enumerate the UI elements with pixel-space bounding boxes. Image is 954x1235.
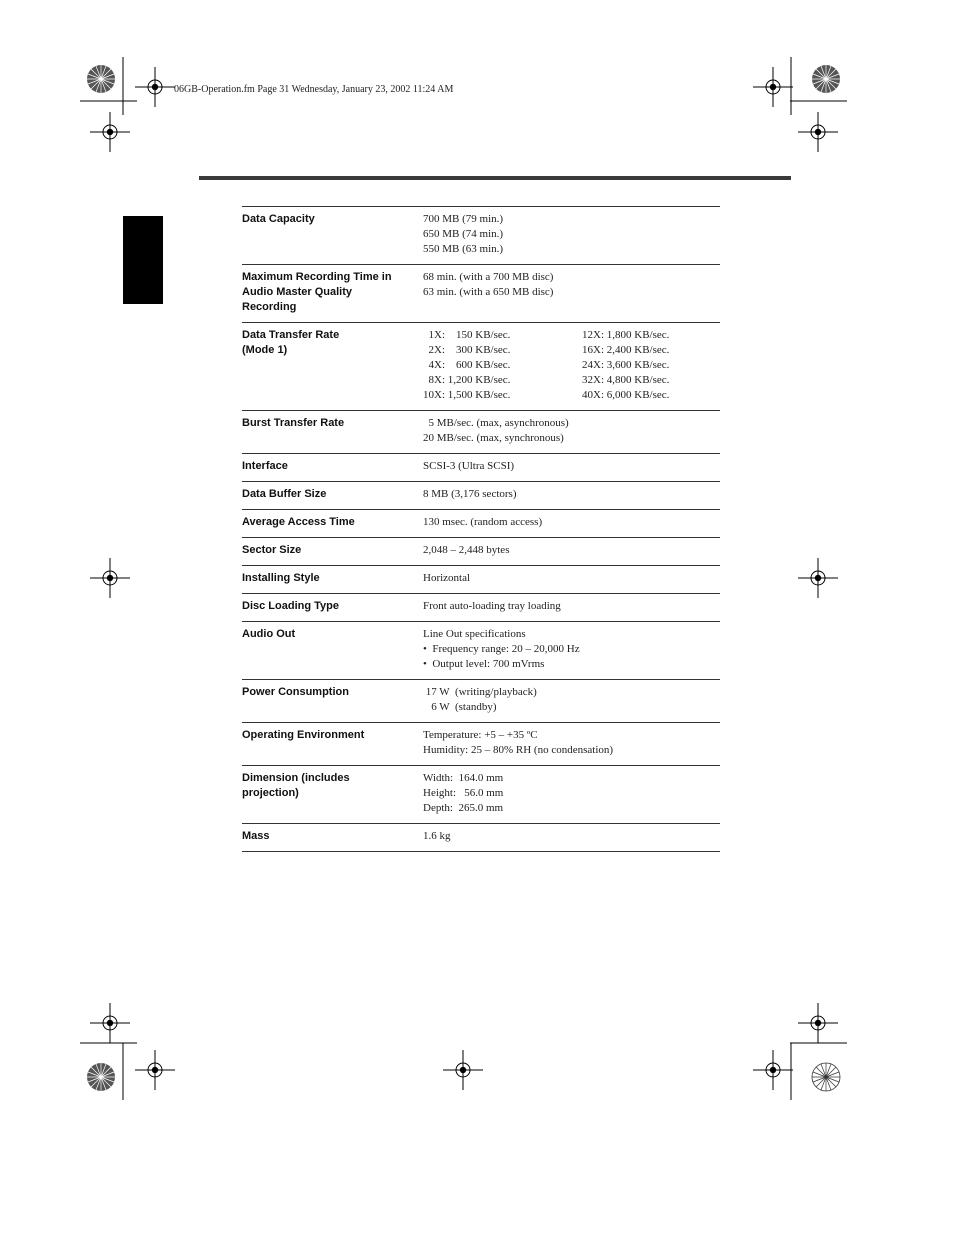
spec-value-line: 10X: 1,500 KB/sec. <box>423 389 511 401</box>
spec-value <box>423 571 720 586</box>
spec-value <box>423 627 720 672</box>
spec-label: Installing Style <box>242 572 320 584</box>
spec-value <box>423 685 720 715</box>
spec-value-line: 700 MB (79 min.) <box>423 213 504 225</box>
spec-value-line: 1X: 150 KB/sec. <box>423 329 511 341</box>
spec-value-line: 4X: 600 KB/sec. <box>423 359 511 371</box>
spec-value <box>423 212 720 257</box>
spec-row <box>242 411 720 454</box>
spec-value-line: Humidity: 25 – 80% RH (no condensation) <box>423 744 614 756</box>
spec-value-line: 8 MB (3,176 sectors) <box>423 488 517 500</box>
spec-row <box>242 622 720 680</box>
spec-value-line: 68 min. (with a 700 MB disc) <box>423 271 554 283</box>
spec-label: Interface <box>242 460 288 472</box>
spec-row <box>242 207 720 265</box>
spec-row <box>242 723 720 766</box>
spec-value-line: 1.6 kg <box>423 830 451 842</box>
spec-value-line: 20 MB/sec. (max, synchronous) <box>423 432 564 444</box>
spec-label: Average Access Time <box>242 516 355 528</box>
spec-row <box>242 566 720 594</box>
spec-row <box>242 824 720 852</box>
spec-value <box>423 459 720 474</box>
spec-row <box>242 680 720 723</box>
spec-row <box>242 538 720 566</box>
spec-value-line: Line Out specifications <box>423 628 526 640</box>
spec-label: Power Consumption <box>242 686 349 698</box>
file-info-header: 06GB-Operation.fm Page 31 Wednesday, January 23, 2002 11:24 AM <box>174 84 454 95</box>
spec-value-line: 550 MB (63 min.) <box>423 243 504 255</box>
spec-value-line: Temperature: +5 – +35 ºC <box>423 729 538 741</box>
spec-table <box>242 206 720 852</box>
transfer-rate-column-b <box>582 328 720 403</box>
spec-label: Audio Out <box>242 628 296 640</box>
spec-label: Data Capacity <box>242 213 315 225</box>
spec-label: Mass <box>242 830 270 842</box>
spec-value-line: 2,048 – 2,448 bytes <box>423 544 510 556</box>
spec-row <box>242 766 720 824</box>
spec-row <box>242 454 720 482</box>
spec-value <box>423 599 720 614</box>
spec-row <box>242 265 720 323</box>
spec-value-line: 40X: 6,000 KB/sec. <box>582 389 670 401</box>
spec-label: Disc Loading Type <box>242 600 339 612</box>
spec-label: Data Transfer Rate (Mode 1) <box>242 329 340 356</box>
spec-row <box>242 482 720 510</box>
spec-value-line: SCSI-3 (Ultra SCSI) <box>423 460 515 472</box>
spec-value <box>423 328 720 403</box>
spec-value <box>423 515 720 530</box>
spec-value-line: Width: 164.0 mm <box>423 772 504 784</box>
spec-value <box>423 728 720 758</box>
spec-value-line: 17 W (writing/playback) <box>423 686 537 698</box>
spec-value <box>423 487 720 502</box>
spec-value-line: 2X: 300 KB/sec. <box>423 344 511 356</box>
spec-value-line: Depth: 265.0 mm <box>423 802 504 814</box>
spec-value-line: 16X: 2,400 KB/sec. <box>582 344 670 356</box>
spec-label: Operating Environment <box>242 729 365 741</box>
spec-label: Burst Transfer Rate <box>242 417 345 429</box>
spec-value-line: 5 MB/sec. (max, asynchronous) <box>423 417 569 429</box>
spec-value <box>423 270 720 315</box>
spec-value-line: 6 W (standby) <box>423 701 497 713</box>
spec-row <box>242 594 720 622</box>
spec-label: Maximum Recording Time in Audio Master Quality Recording <box>242 271 392 313</box>
spec-value-line: 32X: 4,800 KB/sec. <box>582 374 670 386</box>
spec-value <box>423 416 720 446</box>
spec-label: Data Buffer Size <box>242 488 327 500</box>
spec-value-line: • Output level: 700 mVrms <box>423 658 545 670</box>
spec-value-line: Horizontal <box>423 572 471 584</box>
spec-value <box>423 829 720 844</box>
spec-value-line: 130 msec. (random access) <box>423 516 543 528</box>
spec-value-line: 12X: 1,800 KB/sec. <box>582 329 670 341</box>
spec-label: Dimension (includes projection) <box>242 772 350 799</box>
spec-value-line: 63 min. (with a 650 MB disc) <box>423 286 554 298</box>
spec-value-line: 24X: 3,600 KB/sec. <box>582 359 670 371</box>
spec-value <box>423 771 720 816</box>
transfer-rate-column-a <box>423 328 582 403</box>
spec-value-line: 8X: 1,200 KB/sec. <box>423 374 511 386</box>
spec-value-line: 650 MB (74 min.) <box>423 228 504 240</box>
spec-row <box>242 323 720 411</box>
spec-label: Sector Size <box>242 544 302 556</box>
spec-value-line: Front auto-loading tray loading <box>423 600 561 612</box>
spec-row <box>242 510 720 538</box>
spec-value <box>423 543 720 558</box>
spec-value-line: Height: 56.0 mm <box>423 787 504 799</box>
spec-value-line: • Frequency range: 20 – 20,000 Hz <box>423 643 580 655</box>
